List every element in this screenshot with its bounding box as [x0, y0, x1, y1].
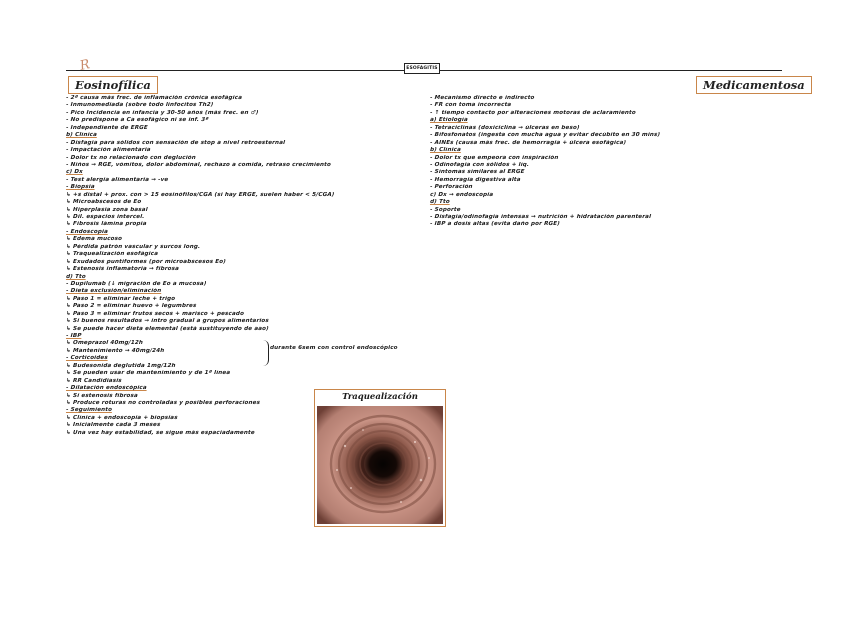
curly-brace: [262, 340, 269, 366]
left-note-line: - Test alergia alimentaria → -ve: [65, 176, 169, 183]
section-title-medicamentosa: Medicamentosa: [696, 76, 812, 94]
left-note-line: ↳ Estenosis inflamatoria → fibrosa: [65, 266, 180, 273]
left-note-line: ↳ Produce roturas no controladas y posibles perforaciones: [65, 399, 261, 406]
left-note-heading: - Dieta exclusión/eliminación: [65, 288, 162, 295]
left-note-line: - 2ª causa más frec. de inflamación crónica esofágica: [65, 95, 243, 101]
right-note-line: - Tetraciclinas (doxiciclina → úlceras en beso): [429, 124, 580, 131]
left-note-line: ↳ RR Candidiasis: [65, 377, 122, 384]
corner-mark: R: [78, 57, 92, 74]
left-note-line: ↳ Una vez hay estabilidad, se sigue más espaciadamente: [65, 429, 255, 436]
right-note-line: - Disfagia/odinofagia intensas → nutrición + hidratación parenteral: [429, 214, 652, 220]
right-note-line: - AINEs (causa más frec. de hemorragia + úlcera esofágica): [429, 139, 627, 146]
left-note-heading: d) Tto: [65, 273, 87, 280]
left-note-line: ↳ Budesonida deglutida 1mg/12h: [65, 362, 176, 369]
left-note-heading: - IBP: [65, 333, 82, 339]
left-note-line: ↳ Dil. espacios intercel.: [65, 214, 145, 220]
left-note-line: - Dupilumab (↓ migración de Eo a mucosa): [65, 280, 207, 287]
left-note-heading: - Dilatación endoscópica: [65, 385, 147, 392]
right-note-line: - Odinofagia con sólidos + líq.: [429, 161, 530, 168]
right-note-line: - IBP a dosis altas (evita daño por RGE): [429, 221, 561, 228]
left-note-line: - Niños → RGE, vómitos, dolor abdominal, rechazo a comida, retraso crecimiento: [65, 161, 332, 168]
right-note-line: - Bifosfonatos (ingesta con mucha agua y evitar decúbito en 30 mins): [429, 132, 661, 139]
left-note-line: ↳ Si estenosis fibrosa: [65, 392, 139, 399]
left-note-line: ↳ Traquealización esofágica: [65, 251, 159, 258]
brace-note: durante 6sem con control endoscópico: [270, 345, 398, 351]
right-note-line: - Soporte: [429, 206, 461, 213]
right-note-line: c) Dx → endoscopia: [429, 191, 494, 198]
right-note-line: - FR con toma incorrecta: [429, 102, 512, 109]
left-note-line: - No predispone a Ca esofágico ni se inf. 3ª: [65, 117, 209, 124]
left-note-heading: - Biopsia: [65, 184, 95, 191]
left-note-line: - Pico Incidencia en infancia y 30-50 años (más frec. en ♂): [65, 109, 259, 116]
right-note-heading: d) Tto: [429, 199, 451, 206]
left-note-line: ↳ Edema mucoso: [65, 236, 123, 243]
left-note-line: ↳ Paso 1 = eliminar leche + trigo: [65, 295, 176, 302]
right-note-heading: b) Clínica: [429, 147, 462, 154]
left-note-line: ↳ Se puede hacer dieta elemental (está sustituyendo de aao): [65, 325, 270, 332]
left-note-line: ↳ Fibrosis lámina propia: [65, 221, 147, 228]
left-note-heading: - Seguimiento: [65, 407, 113, 414]
left-note-line: ↳ Clínica + endoscopia + biopsias: [65, 414, 178, 421]
left-note-line: ↳ Hiperplasia zona basal: [65, 206, 148, 213]
endoscopy-figure: [314, 389, 446, 527]
left-note-line: ↳ Se pueden usar de mantenimiento y de 1ª línea: [65, 370, 231, 377]
right-note-line: - Mecanismo directo e indirecto: [429, 95, 535, 101]
left-note-line: - Disfagia para sólidos con sensación de stop a nivel retroesternal: [65, 139, 286, 146]
left-note-line: ↳ Paso 3 = eliminar frutos secos + marisco + pescado: [65, 310, 245, 317]
left-note-line: - Inmunomediada (sobre todo linfocitos Th2): [65, 102, 214, 109]
left-column-notes: [66, 95, 416, 437]
right-note-line: - Dolor tx que empeora con inspiración: [429, 154, 559, 161]
left-note-heading: c) Dx: [65, 169, 84, 176]
left-note-line: ↳ Pérdida patrón vascular y surcos long.: [65, 243, 201, 250]
left-note-heading: - Endoscopia: [65, 228, 109, 235]
left-note-line: ↳ Inicialmente cada 3 meses: [65, 422, 161, 429]
right-note-heading: a) Etiología: [429, 117, 469, 124]
left-note-line: ↳ Microabscesos de Eo: [65, 199, 142, 206]
right-column-notes: [430, 95, 730, 229]
endoscopy-image: [317, 406, 443, 524]
left-note-line: - Dolor tx no relacionado con deglución: [65, 154, 197, 161]
right-note-line: - ↑ tiempo contacto por alteraciones motoras de aclaramiento: [429, 109, 637, 116]
topic-tag: ESOFAGITIS: [404, 63, 440, 74]
right-note-line: - Hemorragia digestiva alta: [429, 176, 521, 183]
figure-caption: Traquealización: [342, 392, 418, 402]
left-note-heading: b) Clínica: [65, 132, 98, 139]
right-note-line: - Perforación: [429, 184, 473, 191]
right-note-line: - Síntomas similares al ERGE: [429, 169, 525, 176]
left-note-line: ↳ Paso 2 = eliminar huevo + legumbres: [65, 303, 197, 310]
section-title-eosinofilica: Eosinofílica: [68, 76, 158, 94]
left-note-line: ↳ Exudados puntiformes (por microabscesos Eo): [65, 258, 227, 265]
left-note-line: ↳ +s distal + prox. con > 15 eosinófilos/CGA (si hay ERGE, suelen haber < 5/CGA): [65, 191, 335, 198]
left-note-line: ↳ Omeprazol 40mg/12h: [65, 340, 144, 347]
left-note-line: ↳ Mantenimiento → 40mg/24h: [65, 347, 165, 354]
left-note-line: - Impactación alimentaria: [65, 147, 151, 154]
left-note-line: - Independiente de ERGE: [65, 124, 149, 131]
left-note-line: ↳ Si buenos resultados → intro gradual a grupos alimentarios: [65, 318, 270, 325]
left-note-heading: - Corticoides: [65, 355, 108, 362]
